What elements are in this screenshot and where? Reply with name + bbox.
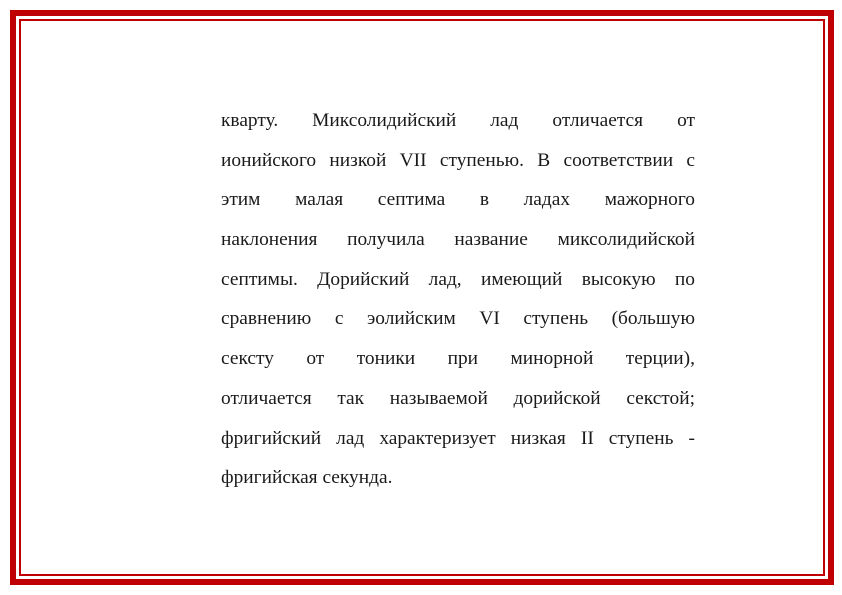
paragraph-line: сравнению с эолийским VI ступень (большую (221, 308, 695, 330)
paragraph-line: ионийского низкой VII ступенью. В соответствии с (221, 149, 695, 171)
paragraph-line: септимы. Дорийский лад, имеющий высокую по (221, 268, 695, 290)
paragraph-line: кварту. Миксолидийский лад отличается от (221, 110, 695, 131)
paragraph-line: отличается так называемой дорийской секстой; (221, 387, 695, 409)
body-paragraph (221, 101, 695, 498)
paragraph-line: фригийская секунда. (221, 467, 393, 489)
paragraph-line: сексту от тоники при минорной терции), (221, 348, 695, 370)
paragraph-line: этим малая септима в ладах мажорного (221, 189, 695, 211)
paragraph-line: наклонения получила название миксолидийской (221, 229, 695, 251)
paragraph-line: фригийский лад характеризует низкая II ступень - (221, 427, 695, 449)
